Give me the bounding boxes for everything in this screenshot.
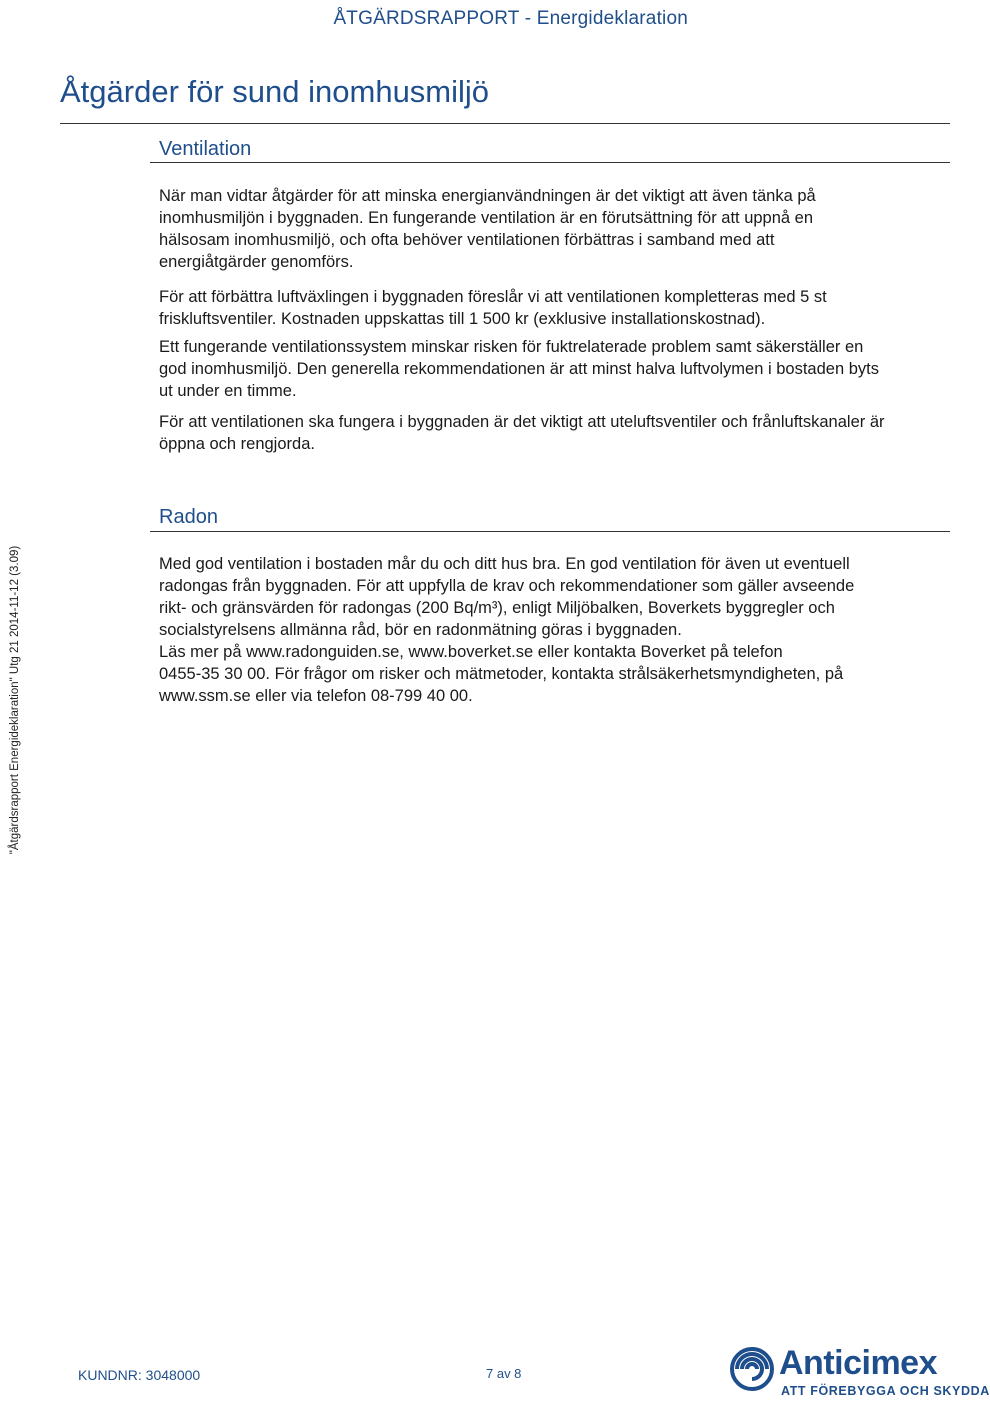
text-line: socialstyrelsens allmänna råd, bör en radonmätning göras i byggnaden. [159, 621, 682, 639]
text-line: Läs mer på www.radonguiden.se, www.boverket.se eller kontakta Boverket på telefon [159, 643, 783, 661]
anticimex-spiral-icon [729, 1346, 775, 1392]
customer-number: KUNDNR: 3048000 [78, 1367, 201, 1383]
logo-tagline: ATT FÖREBYGGA OCH SKYDDA [781, 1384, 990, 1398]
ventilation-paragraph-1 [159, 185, 959, 273]
page-title: Åtgärder för sund inomhusmiljö [60, 74, 490, 109]
ventilation-paragraph-4 [159, 411, 959, 455]
text-line: hälsosam inomhusmiljö, och ofta behöver ventilationen förbättras i samband med att [159, 231, 775, 249]
logo-name: Anticimex [779, 1344, 937, 1382]
text-line: För att ventilationen ska fungera i byggnaden är det viktigt att uteluftsventiler och frånluftskanaler är [159, 413, 885, 431]
text-line: ut under en timme. [159, 382, 297, 400]
text-line: www.ssm.se eller via telefon 08-799 40 00. [159, 687, 473, 705]
text-line: Med god ventilation i bostaden mår du och ditt hus bra. En god ventilation för även ut eventuell [159, 555, 850, 573]
document-version-side-text: "Åtgärdsrapport Energideklaration" Utg 21 2014-11-12 (3.09) [9, 545, 21, 855]
text-line: 0455-35 30 00. För frågor om risker och mätmetoder, kontakta strålsäkerhetsmyndigheten, på [159, 665, 844, 683]
ventilation-paragraph-2 [159, 286, 959, 330]
text-line: När man vidtar åtgärder för att minska energianvändningen är det viktigt att även tänka på [159, 187, 816, 205]
section-divider-radon [150, 531, 950, 532]
text-line: inomhusmiljön i byggnaden. En fungerande ventilation är en förutsättning för att uppnå en [159, 209, 814, 227]
section-heading-radon: Radon [159, 506, 218, 528]
text-line: Ett fungerande ventilationssystem minskar risken för fuktrelaterade problem samt säkerställer en [159, 338, 864, 356]
radon-paragraph-1 [159, 553, 959, 707]
text-line: energiåtgärder genomförs. [159, 253, 354, 271]
text-line: För att förbättra luftväxlingen i byggnaden föreslår vi att ventilationen kompletteras med 5 st [159, 288, 827, 306]
text-line: radongas från byggnaden. För att uppfylla de krav och rekommendationer som gäller avseende [159, 577, 855, 595]
title-divider [60, 123, 950, 124]
report-header-title: ÅTGÄRDSRAPPORT - Energideklaration [333, 8, 688, 29]
section-divider-ventilation [150, 162, 950, 163]
ventilation-paragraph-3 [159, 336, 959, 402]
section-heading-ventilation: Ventilation [159, 138, 252, 160]
text-line: friskluftsventiler. Kostnaden uppskattas till 1 500 kr (exklusive installationskostnad). [159, 310, 766, 328]
page-indicator: 7 av 8 [486, 1366, 522, 1381]
anticimex-logo [729, 1344, 990, 1398]
text-line: god inomhusmiljö. Den generella rekommendationen är att minst halva luftvolymen i bostaden byts [159, 360, 879, 378]
text-line: rikt- och gränsvärden för radongas (200 Bq/m³), enligt Miljöbalken, Boverkets byggregler och [159, 599, 835, 617]
text-line: öppna och rengjorda. [159, 435, 315, 453]
